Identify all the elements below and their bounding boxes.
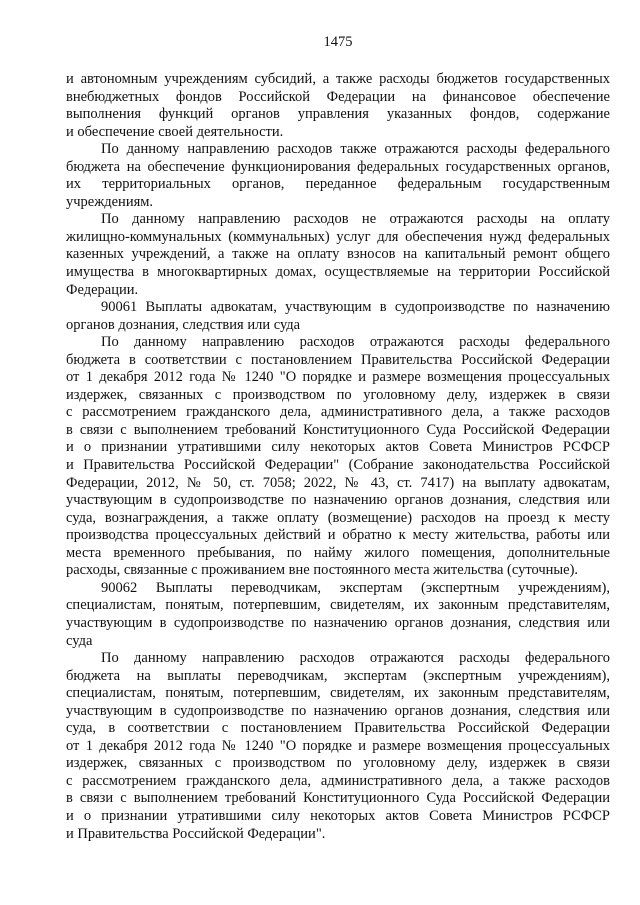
text-line: расходы, связанные с проживанием вне постоянного места жительства (суточные).	[66, 562, 579, 579]
text-line: Федерации, 2012, № 50, ст. 7058; 2022, № 43, ст. 7417) на выплату адвокатам,	[66, 474, 610, 491]
text-line: производства процессуальных действий и обратно к месту жительства, работы или	[66, 527, 610, 544]
text-line: суда, вознаграждения, а также оплату (возмещение) расходов на проезд к месту	[66, 509, 610, 526]
text-line: учреждениям.	[66, 193, 154, 210]
text-line: участвующим в судопроизводстве по назначению органов дознания, следствия или	[66, 614, 610, 631]
text-line: и обеспечение своей деятельности.	[66, 123, 284, 140]
text-line: в связи с выполнением требований Конституционного Суда Российской Федерации	[66, 790, 610, 807]
text-line: с рассмотрением гражданского дела, административного дела, а также расходов	[66, 772, 610, 789]
text-line: выполнения функций органов управления указанных фондов, содержание	[66, 106, 610, 123]
paragraph-funds-expenses-continuation	[66, 71, 610, 141]
paragraph-90062-description	[66, 650, 610, 843]
text-line: специалистам, понятым, потерпевшим, свидетелям, их законным представителям,	[66, 597, 610, 614]
text-line: По данному направлению расходов отражаются расходы федерального	[101, 334, 610, 351]
text-line: участвующим в судопроизводстве по назначению органов дознания, следствия или	[66, 492, 610, 509]
text-line: специалистам, понятым, потерпевшим, свидетелям, их законным представителям,	[66, 685, 610, 702]
text-line: бюджета на выплаты переводчикам, экспертам (экспертным учреждениям),	[66, 667, 610, 684]
section-heading-90061	[66, 299, 610, 334]
text-line: бюджета в соответствии с постановлением Правительства Российской Федерации	[66, 351, 610, 368]
text-line: их территориальных органов, переданное федеральным государственным	[66, 176, 610, 193]
paragraph-federal-bodies-expenses	[66, 141, 610, 211]
text-line: суда, в соответствии с постановлением Правительства Российской Федерации	[66, 720, 610, 737]
text-line: участвующим в судопроизводстве по назначению органов дознания, следствия или	[66, 702, 610, 719]
text-line: и Правительства Российской Федерации" (Собрание законодательства Российской	[66, 457, 610, 474]
text-line: и о признании утратившими силу некоторых актов Совета Министров РСФСР	[66, 807, 610, 824]
text-line: и автономным учреждениям субсидий, а также расходы бюджетов государственных	[66, 71, 610, 87]
text-line: от 1 декабря 2012 года № 1240 "О порядке и размере возмещения процессуальных	[66, 737, 610, 754]
text-line: издержек, связанных с производством по уголовному делу, издержек в связи	[66, 386, 610, 403]
text-line: в связи с выполнением требований Конституционного Суда Российской Федерации	[66, 421, 610, 438]
text-line: от 1 декабря 2012 года № 1240 "О порядке и размере возмещения процессуальных	[66, 369, 610, 386]
page-number: 1475	[323, 34, 353, 50]
text-line: и Правительства Российской Федерации".	[66, 825, 326, 842]
text-line: суда	[66, 632, 93, 649]
text-line: 90062 Выплаты переводчикам, экспертам (экспертным учреждениям),	[101, 579, 610, 596]
text-line: внебюджетных фондов Российской Федерации на финансовое обеспечение	[66, 88, 610, 105]
text-line: с рассмотрением гражданского дела, административного дела, а также расходов	[66, 404, 610, 421]
text-line: бюджета на обеспечение функционирования федеральных государственных органов,	[66, 158, 610, 175]
paragraph-excluded-utility-expenses	[66, 211, 610, 299]
paragraph-90061-description	[66, 334, 610, 580]
text-line: По данному направлению расходов не отражаются расходы на оплату	[101, 211, 610, 228]
text-line: и о признании утратившими силу некоторых актов Совета Министров РСФСР	[66, 439, 610, 456]
text-line: издержек, связанных с производством по уголовному делу, издержек в связи	[66, 755, 610, 772]
text-line: жилищно-коммунальных (коммунальных) услуг для обеспечения нужд федеральных	[66, 228, 610, 245]
text-line: По данному направлению расходов отражаются расходы федерального	[101, 650, 610, 667]
text-line: казенных учреждений, а также на оплату взносов на капитальный ремонт общего	[66, 246, 610, 263]
text-line: органов дознания, следствия или суда	[66, 316, 301, 333]
section-heading-90062	[66, 580, 610, 650]
document-body	[66, 71, 610, 843]
text-line: места временного пребывания, по найму жилого помещения, дополнительные	[66, 544, 610, 561]
text-line: 90061 Выплаты адвокатам, участвующим в судопроизводстве по назначению	[101, 299, 610, 316]
text-line: По данному направлению расходов также отражаются расходы федерального	[101, 141, 610, 158]
text-line: имущества в многоквартирных домах, осуществляемые на территории Российской	[66, 264, 610, 281]
text-line: Федерации.	[66, 281, 139, 298]
